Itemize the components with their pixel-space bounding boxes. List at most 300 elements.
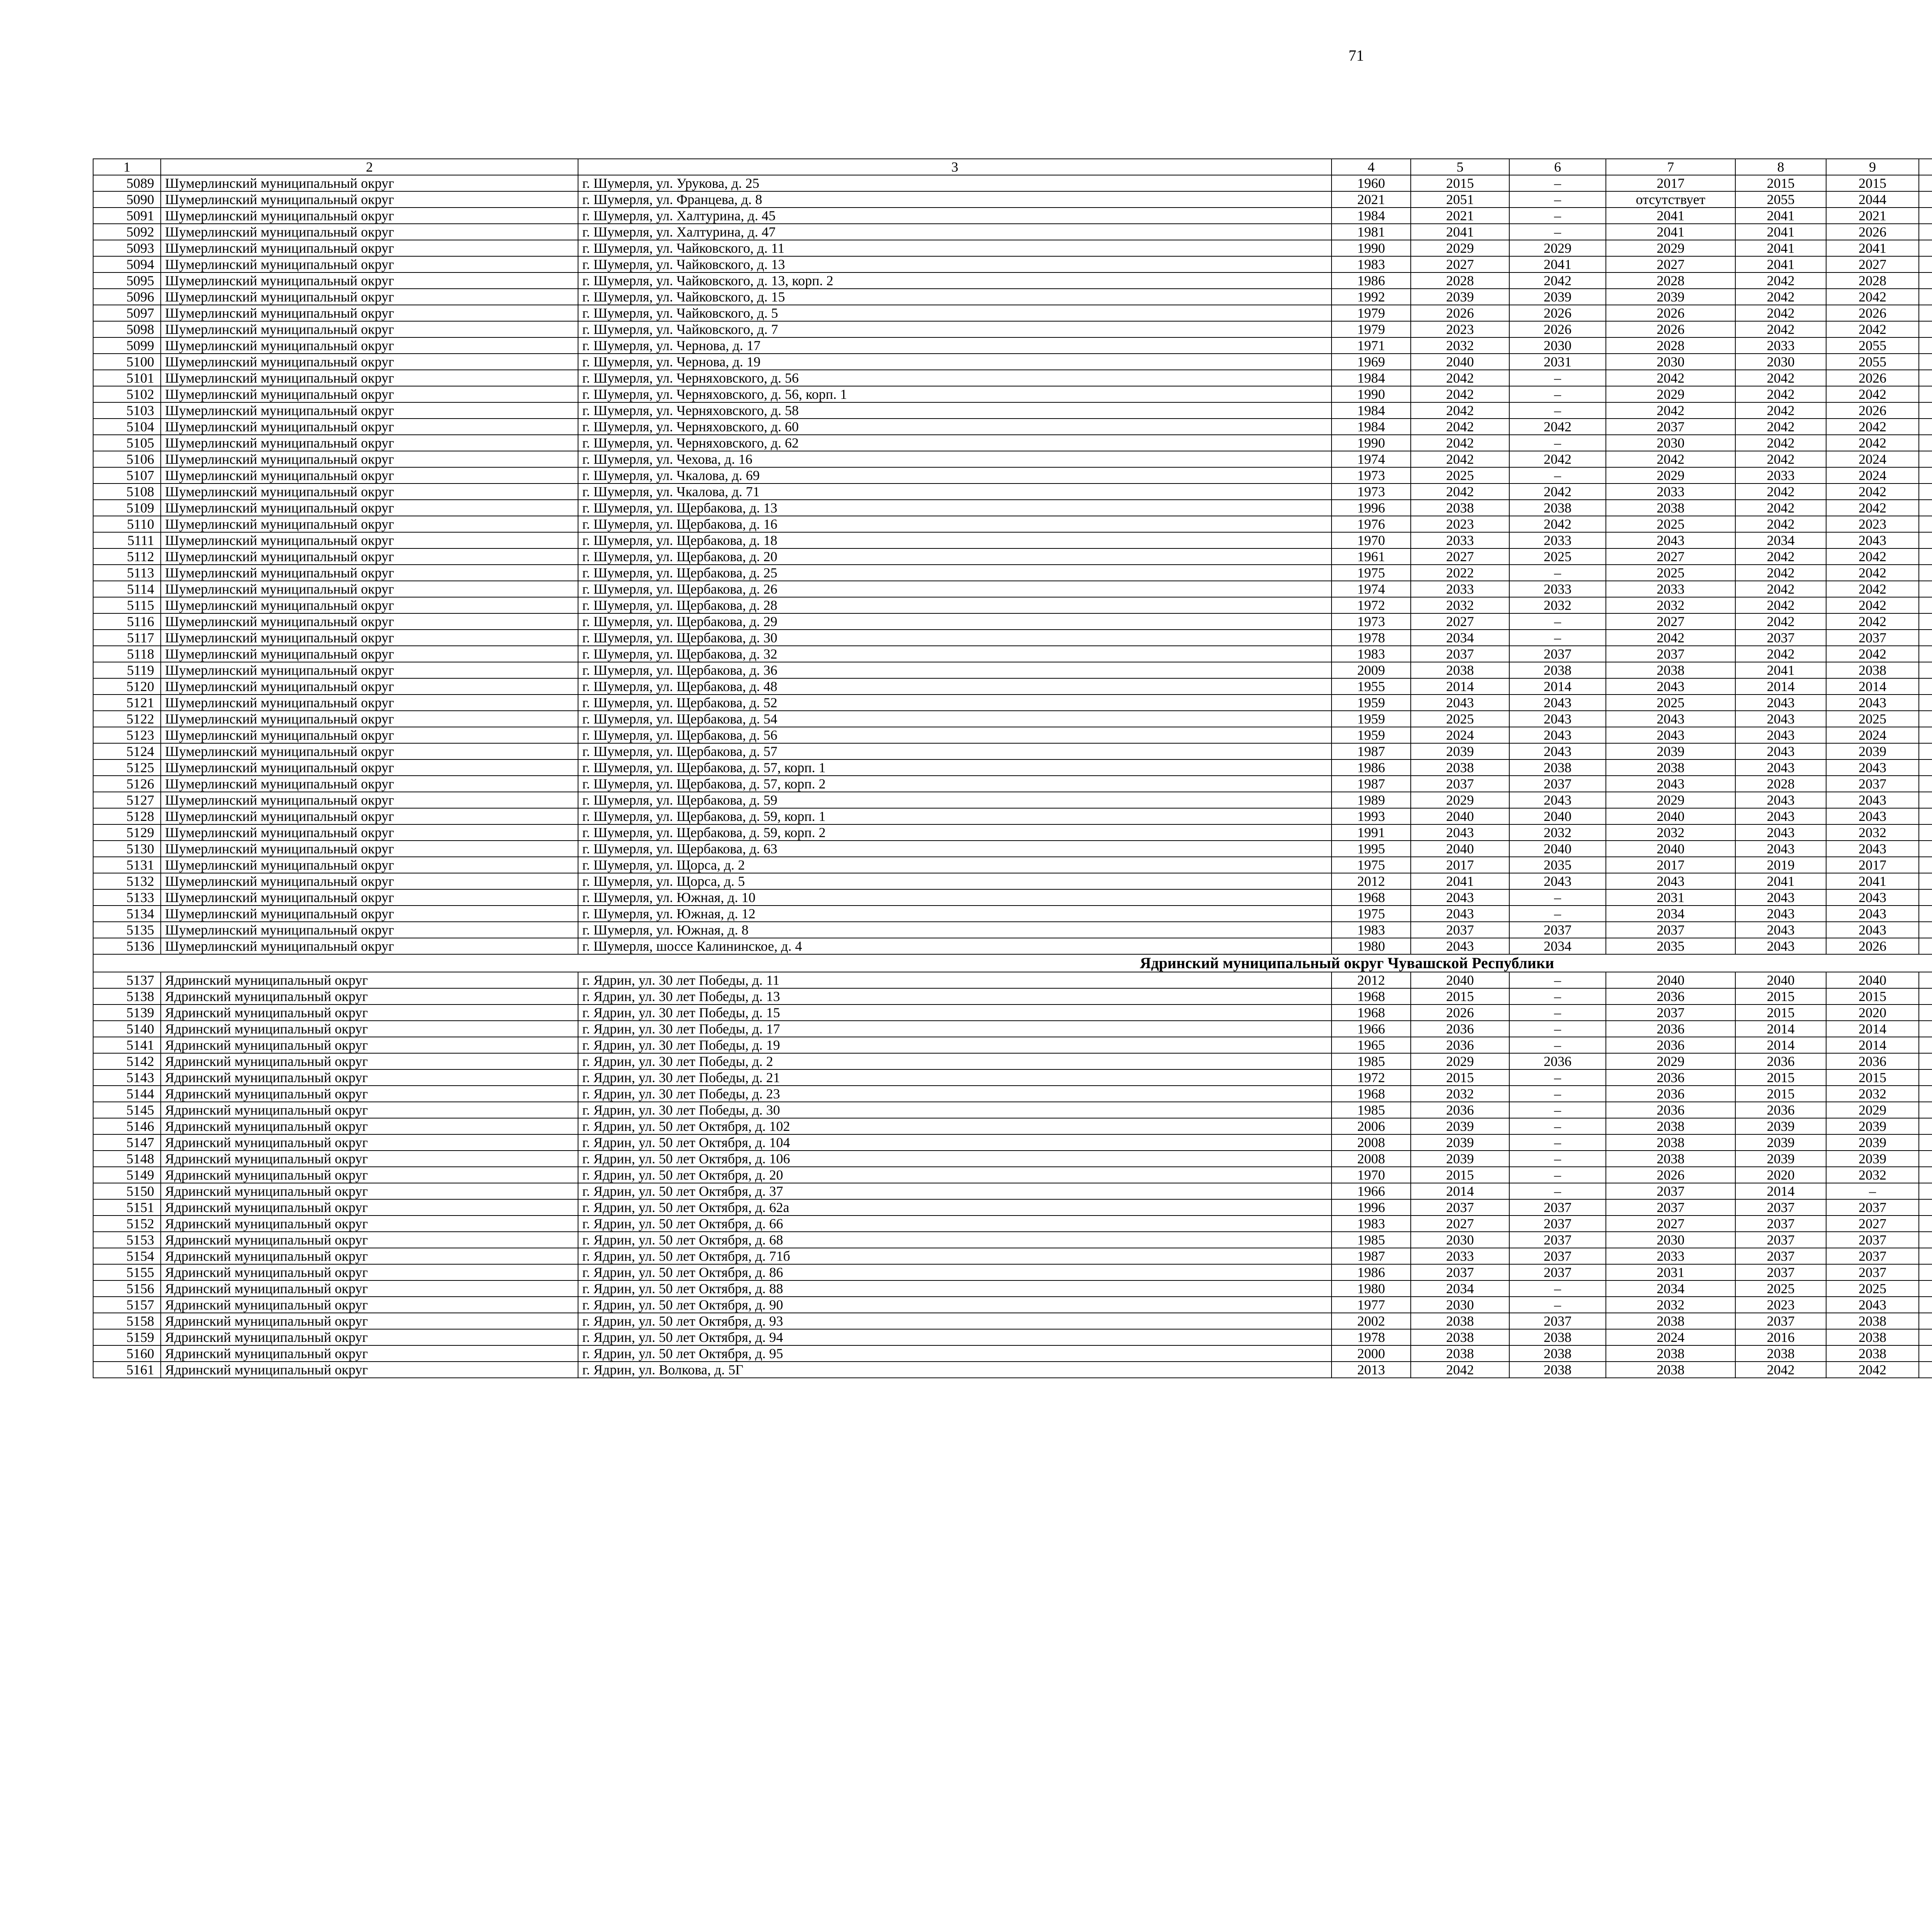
table-cell-col-8: 2037 bbox=[1735, 630, 1826, 646]
table-cell-col-8: 2041 bbox=[1735, 256, 1826, 272]
table-cell-col-4: 1972 bbox=[1332, 1069, 1411, 1086]
table-cell-col-10 bbox=[1919, 500, 1932, 516]
table-cell-col-7: 2033 bbox=[1606, 1248, 1735, 1264]
table-cell-col-6: 2040 bbox=[1509, 841, 1606, 857]
table-cell-col-6: – bbox=[1509, 630, 1606, 646]
table-cell-col-4: 1990 bbox=[1332, 435, 1411, 451]
table-row bbox=[93, 1232, 1932, 1248]
table-cell-col-3: г. Шумерля, ул. Черняховского, д. 58 bbox=[578, 402, 1332, 419]
table-cell-col-1: 5115 bbox=[93, 597, 161, 613]
table-cell-col-1: 5091 bbox=[93, 208, 161, 224]
table-cell-col-5: 2017 bbox=[1411, 857, 1509, 873]
table-cell-col-4: 2000 bbox=[1332, 1345, 1411, 1362]
table-cell-col-9: 2044 bbox=[1826, 191, 1919, 208]
table-cell-col-4: 1959 bbox=[1332, 727, 1411, 743]
table-cell-col-8: 2033 bbox=[1735, 337, 1826, 354]
table-cell-col-1: 5118 bbox=[93, 646, 161, 662]
table-cell-col-2: Шумерлинский муниципальный округ bbox=[161, 808, 578, 824]
table-cell-col-4: 1973 bbox=[1332, 613, 1411, 630]
table-cell-col-9: 2025 bbox=[1826, 1280, 1919, 1297]
table-cell-col-9: 2040 bbox=[1826, 972, 1919, 988]
table-cell-col-6: 2038 bbox=[1509, 1345, 1606, 1362]
table-cell-col-2: Шумерлинский муниципальный округ bbox=[161, 548, 578, 565]
table-cell-col-5: 2032 bbox=[1411, 597, 1509, 613]
table-cell-col-9: 2020 bbox=[1826, 1004, 1919, 1021]
table-cell-col-3: г. Ядрин, ул. 50 лет Октября, д. 102 bbox=[578, 1118, 1332, 1134]
table-cell-col-6: – bbox=[1509, 1183, 1606, 1199]
table-cell-col-4: 1996 bbox=[1332, 1199, 1411, 1216]
table-cell-col-9: 2042 bbox=[1826, 500, 1919, 516]
table-cell-col-2: Шумерлинский муниципальный округ bbox=[161, 402, 578, 419]
table-cell-col-5: 2042 bbox=[1411, 419, 1509, 435]
table-cell-col-5: 2042 bbox=[1411, 1362, 1509, 1378]
table-cell-col-8: 2039 bbox=[1735, 1118, 1826, 1134]
table-cell-col-3: г. Шумерля, ул. Щербакова, д. 48 bbox=[578, 678, 1332, 695]
table-row bbox=[93, 695, 1932, 711]
table-cell-col-4: 1984 bbox=[1332, 402, 1411, 419]
table-cell-col-9: – bbox=[1826, 1183, 1919, 1199]
section-title: Ядринский муниципальный округ Чувашской Республики bbox=[93, 954, 1932, 972]
table-row bbox=[93, 1199, 1932, 1216]
table-cell-col-3: г. Шумерля, ул. Щербакова, д. 18 bbox=[578, 532, 1332, 548]
table-cell-col-4: 1980 bbox=[1332, 938, 1411, 954]
table-row bbox=[93, 1086, 1932, 1102]
table-cell-col-1: 5102 bbox=[93, 386, 161, 402]
table-cell-col-6: – bbox=[1509, 386, 1606, 402]
table-cell-col-3: г. Шумерля, ул. Чкалова, д. 69 bbox=[578, 467, 1332, 484]
table-row bbox=[93, 824, 1932, 841]
table-cell-col-9: 2039 bbox=[1826, 1151, 1919, 1167]
table-cell-col-9: 2041 bbox=[1826, 240, 1919, 256]
table-cell-col-9: 2039 bbox=[1826, 1134, 1919, 1151]
table-cell-col-7: 2037 bbox=[1606, 419, 1735, 435]
table-cell-col-1: 5107 bbox=[93, 467, 161, 484]
table-cell-col-10 bbox=[1919, 516, 1932, 532]
table-cell-col-10 bbox=[1919, 1199, 1932, 1216]
table-cell-col-8: 2025 bbox=[1735, 1280, 1826, 1297]
table-cell-col-8: 2014 bbox=[1735, 1183, 1826, 1199]
table-cell-col-8: 2037 bbox=[1735, 1248, 1826, 1264]
table-cell-col-1: 5111 bbox=[93, 532, 161, 548]
table-cell-col-2: Ядринский муниципальный округ bbox=[161, 1280, 578, 1297]
table-cell-col-1: 5158 bbox=[93, 1313, 161, 1329]
table-cell-col-9: 2037 bbox=[1826, 1264, 1919, 1280]
table-cell-col-10 bbox=[1919, 224, 1932, 240]
table-cell-col-4: 1985 bbox=[1332, 1232, 1411, 1248]
table-cell-col-4: 1983 bbox=[1332, 646, 1411, 662]
table-cell-col-7: 2029 bbox=[1606, 467, 1735, 484]
table-cell-col-1: 5126 bbox=[93, 776, 161, 792]
table-cell-col-7: 2028 bbox=[1606, 337, 1735, 354]
table-cell-col-9: 2039 bbox=[1826, 743, 1919, 759]
table-row bbox=[93, 337, 1932, 354]
table-cell-col-3: г. Шумерля, ул. Щербакова, д. 57, корп. 2 bbox=[578, 776, 1332, 792]
table-cell-col-1: 5130 bbox=[93, 841, 161, 857]
table-cell-col-2: Шумерлинский муниципальный округ bbox=[161, 305, 578, 321]
table-cell-col-9: 2024 bbox=[1826, 451, 1919, 467]
table-cell-col-1: 5096 bbox=[93, 289, 161, 305]
table-row bbox=[93, 857, 1932, 873]
table-cell-col-8: 2030 bbox=[1735, 354, 1826, 370]
table-cell-col-10 bbox=[1919, 1362, 1932, 1378]
table-row bbox=[93, 208, 1932, 224]
table-cell-col-5: 2042 bbox=[1411, 370, 1509, 386]
table-cell-col-8: 2043 bbox=[1735, 922, 1826, 938]
table-cell-col-4: 2006 bbox=[1332, 1118, 1411, 1134]
table-cell-col-6: 2038 bbox=[1509, 500, 1606, 516]
table-body bbox=[93, 159, 1932, 1378]
table-cell-col-4: 1974 bbox=[1332, 451, 1411, 467]
table-cell-col-2: Шумерлинский муниципальный округ bbox=[161, 500, 578, 516]
table-cell-col-9: 2042 bbox=[1826, 646, 1919, 662]
table-cell-col-9: 2029 bbox=[1826, 1102, 1919, 1118]
table-cell-col-1: 5101 bbox=[93, 370, 161, 386]
table-cell-col-8: 2042 bbox=[1735, 597, 1826, 613]
table-cell-col-9: 2042 bbox=[1826, 565, 1919, 581]
table-cell-col-5: 2014 bbox=[1411, 1183, 1509, 1199]
table-cell-col-9: 2032 bbox=[1826, 1167, 1919, 1183]
table-cell-col-10 bbox=[1919, 938, 1932, 954]
table-cell-col-8: 2042 bbox=[1735, 321, 1826, 337]
table-cell-col-9: 2042 bbox=[1826, 1362, 1919, 1378]
table-cell-col-3: г. Ядрин, ул. 30 лет Победы, д. 21 bbox=[578, 1069, 1332, 1086]
table-cell-col-3: г. Ядрин, ул. 50 лет Октября, д. 68 bbox=[578, 1232, 1332, 1248]
table-cell-col-1: 5157 bbox=[93, 1297, 161, 1313]
table-cell-col-8: 2037 bbox=[1735, 1264, 1826, 1280]
table-cell-col-6: – bbox=[1509, 1167, 1606, 1183]
table-cell-col-6: 2032 bbox=[1509, 597, 1606, 613]
table-row bbox=[93, 1297, 1932, 1313]
table-cell-col-8: 2037 bbox=[1735, 1199, 1826, 1216]
table-cell-col-7: 2025 bbox=[1606, 516, 1735, 532]
table-row bbox=[93, 272, 1932, 289]
table-cell-col-3: г. Ядрин, ул. Волкова, д. 5Г bbox=[578, 1362, 1332, 1378]
table-row bbox=[93, 565, 1932, 581]
table-row bbox=[93, 321, 1932, 337]
table-cell-col-1: 5161 bbox=[93, 1362, 161, 1378]
table-cell-col-9: 2039 bbox=[1826, 1118, 1919, 1134]
table-cell-col-2: Ядринский муниципальный округ bbox=[161, 1199, 578, 1216]
table-cell-col-3: г. Ядрин, ул. 30 лет Победы, д. 19 bbox=[578, 1037, 1332, 1053]
table-cell-col-7: 2043 bbox=[1606, 776, 1735, 792]
table-cell-col-6: – bbox=[1509, 175, 1606, 191]
table-cell-col-10 bbox=[1919, 1232, 1932, 1248]
table-row bbox=[93, 808, 1932, 824]
table-cell-col-4: 1989 bbox=[1332, 792, 1411, 808]
table-cell-col-3: г. Ядрин, ул. 50 лет Октября, д. 66 bbox=[578, 1216, 1332, 1232]
table-cell-col-7: 2035 bbox=[1606, 938, 1735, 954]
table-cell-col-7: 2042 bbox=[1606, 402, 1735, 419]
table-cell-col-2: Ядринский муниципальный округ bbox=[161, 972, 578, 988]
table-cell-col-10 bbox=[1919, 337, 1932, 354]
table-cell-col-10 bbox=[1919, 419, 1932, 435]
table-cell-col-10 bbox=[1919, 1248, 1932, 1264]
table-cell-col-5: 2040 bbox=[1411, 354, 1509, 370]
table-cell-col-8: 2014 bbox=[1735, 1021, 1826, 1037]
table-cell-col-2: Шумерлинский муниципальный округ bbox=[161, 435, 578, 451]
table-row bbox=[93, 1248, 1932, 1264]
table-cell-col-10 bbox=[1919, 1118, 1932, 1134]
table-cell-col-7: 2034 bbox=[1606, 1280, 1735, 1297]
table-cell-col-5: 2021 bbox=[1411, 208, 1509, 224]
table-cell-col-5: 2038 bbox=[1411, 759, 1509, 776]
table-cell-col-2: Ядринский муниципальный округ bbox=[161, 1004, 578, 1021]
table-cell-col-8: 2042 bbox=[1735, 305, 1826, 321]
table-cell-col-6: 2037 bbox=[1509, 1216, 1606, 1232]
table-cell-col-5: 2042 bbox=[1411, 451, 1509, 467]
table-cell-col-7: отсутствует bbox=[1606, 191, 1735, 208]
table-cell-col-10 bbox=[1919, 467, 1932, 484]
table-cell-col-8: 2043 bbox=[1735, 743, 1826, 759]
table-cell-col-3: г. Шумерля, ул. Чехова, д. 16 bbox=[578, 451, 1332, 467]
table-cell-col-3: г. Шумерля, ул. Щербакова, д. 26 bbox=[578, 581, 1332, 597]
table-cell-col-4: 2021 bbox=[1332, 191, 1411, 208]
table-cell-col-7: 2026 bbox=[1606, 305, 1735, 321]
table-cell-col-2: Ядринский муниципальный округ bbox=[161, 988, 578, 1004]
table-cell-col-10 bbox=[1919, 1345, 1932, 1362]
table-cell-col-5: 2015 bbox=[1411, 1069, 1509, 1086]
table-cell-col-10 bbox=[1919, 630, 1932, 646]
table-cell-col-5: 2042 bbox=[1411, 402, 1509, 419]
table-row bbox=[93, 1345, 1932, 1362]
table-cell-col-3: г. Ядрин, ул. 30 лет Победы, д. 2 bbox=[578, 1053, 1332, 1069]
table-cell-col-2: Шумерлинский муниципальный округ bbox=[161, 337, 578, 354]
table-cell-col-10 bbox=[1919, 548, 1932, 565]
table-cell-col-7: 2027 bbox=[1606, 548, 1735, 565]
table-cell-col-1: 5134 bbox=[93, 906, 161, 922]
table-cell-col-6: – bbox=[1509, 613, 1606, 630]
table-cell-col-1: 5105 bbox=[93, 435, 161, 451]
table-cell-col-10 bbox=[1919, 1313, 1932, 1329]
repair-schedule-table-wrapper bbox=[93, 158, 1932, 1378]
table-cell-col-8: 2043 bbox=[1735, 889, 1826, 906]
table-cell-col-10 bbox=[1919, 646, 1932, 662]
table-cell-col-1: 5146 bbox=[93, 1118, 161, 1134]
table-row bbox=[93, 678, 1932, 695]
table-row bbox=[93, 256, 1932, 272]
table-cell-col-10 bbox=[1919, 532, 1932, 548]
repair-schedule-table bbox=[93, 158, 1932, 1378]
table-cell-col-2: Шумерлинский муниципальный округ bbox=[161, 630, 578, 646]
table-cell-col-6: 2029 bbox=[1509, 240, 1606, 256]
table-cell-col-5: 2037 bbox=[1411, 1199, 1509, 1216]
table-cell-col-8: 2037 bbox=[1735, 1216, 1826, 1232]
table-cell-col-2: Шумерлинский муниципальный округ bbox=[161, 224, 578, 240]
table-cell-col-4: 1983 bbox=[1332, 1216, 1411, 1232]
table-cell-col-7: 2036 bbox=[1606, 1086, 1735, 1102]
table-cell-col-10 bbox=[1919, 435, 1932, 451]
table-cell-col-1: 5156 bbox=[93, 1280, 161, 1297]
table-cell-col-5: 2051 bbox=[1411, 191, 1509, 208]
table-cell-col-7: 2029 bbox=[1606, 792, 1735, 808]
table-cell-col-5: 2022 bbox=[1411, 565, 1509, 581]
table-cell-col-8: 2055 bbox=[1735, 191, 1826, 208]
table-row bbox=[93, 613, 1932, 630]
table-cell-col-7: 2043 bbox=[1606, 727, 1735, 743]
table-cell-col-9: 2042 bbox=[1826, 581, 1919, 597]
table-cell-col-9: 2043 bbox=[1826, 906, 1919, 922]
table-cell-col-9: 2038 bbox=[1826, 1329, 1919, 1345]
table-cell-col-7: 2037 bbox=[1606, 1183, 1735, 1199]
table-cell-col-5: 2038 bbox=[1411, 1313, 1509, 1329]
table-cell-col-4: 1973 bbox=[1332, 467, 1411, 484]
table-cell-col-7: 2042 bbox=[1606, 451, 1735, 467]
table-row bbox=[93, 289, 1932, 305]
table-row bbox=[93, 1037, 1932, 1053]
table-cell-col-6: 2037 bbox=[1509, 776, 1606, 792]
table-cell-col-5: 2025 bbox=[1411, 711, 1509, 727]
table-cell-col-1: 5128 bbox=[93, 808, 161, 824]
table-cell-col-4: 1984 bbox=[1332, 208, 1411, 224]
table-cell-col-4: 1979 bbox=[1332, 305, 1411, 321]
table-cell-col-5: 2032 bbox=[1411, 337, 1509, 354]
table-cell-col-5: 2038 bbox=[1411, 500, 1509, 516]
table-row bbox=[93, 972, 1932, 988]
table-cell-col-1: 5106 bbox=[93, 451, 161, 467]
table-cell-col-5: 2037 bbox=[1411, 646, 1509, 662]
table-cell-col-4: 1959 bbox=[1332, 711, 1411, 727]
table-cell-col-10 bbox=[1919, 727, 1932, 743]
table-cell-col-10 bbox=[1919, 988, 1932, 1004]
table-cell-col-10 bbox=[1919, 354, 1932, 370]
table-cell-col-8: 2042 bbox=[1735, 565, 1826, 581]
table-cell-col-10 bbox=[1919, 484, 1932, 500]
table-cell-col-8: 2041 bbox=[1735, 873, 1826, 889]
table-cell-col-1: 5153 bbox=[93, 1232, 161, 1248]
table-cell-col-4: 1968 bbox=[1332, 1086, 1411, 1102]
table-cell-col-10 bbox=[1919, 824, 1932, 841]
table-cell-col-1: 5144 bbox=[93, 1086, 161, 1102]
table-cell-col-5: 2043 bbox=[1411, 938, 1509, 954]
table-row bbox=[93, 873, 1932, 889]
table-cell-col-7: 2040 bbox=[1606, 841, 1735, 857]
table-cell-col-1: 5147 bbox=[93, 1134, 161, 1151]
table-cell-col-5: 2036 bbox=[1411, 1102, 1509, 1118]
table-cell-col-2: Ядринский муниципальный округ bbox=[161, 1021, 578, 1037]
table-cell-col-4: 1965 bbox=[1332, 1037, 1411, 1053]
table-cell-col-1: 5149 bbox=[93, 1167, 161, 1183]
table-cell-col-9: 2024 bbox=[1826, 727, 1919, 743]
table-cell-col-10 bbox=[1919, 1151, 1932, 1167]
table-row bbox=[93, 1313, 1932, 1329]
table-cell-col-9: 2038 bbox=[1826, 662, 1919, 678]
table-cell-col-1: 5097 bbox=[93, 305, 161, 321]
table-cell-col-3: г. Шумерля, ул. Щербакова, д. 30 bbox=[578, 630, 1332, 646]
table-cell-col-9: 2036 bbox=[1826, 1053, 1919, 1069]
table-cell-col-4: 1959 bbox=[1332, 695, 1411, 711]
table-cell-col-9: 2017 bbox=[1826, 857, 1919, 873]
table-cell-col-7: 2032 bbox=[1606, 824, 1735, 841]
table-cell-col-9: 2042 bbox=[1826, 321, 1919, 337]
table-cell-col-10 bbox=[1919, 402, 1932, 419]
table-cell-col-6: 2037 bbox=[1509, 1232, 1606, 1248]
table-cell-col-2: Ядринский муниципальный округ bbox=[161, 1069, 578, 1086]
table-cell-col-4: 1980 bbox=[1332, 1280, 1411, 1297]
table-cell-col-3: г. Шумерля, ул. Чкалова, д. 71 bbox=[578, 484, 1332, 500]
table-cell-col-9: 2032 bbox=[1826, 1086, 1919, 1102]
table-cell-col-2: Шумерлинский муниципальный округ bbox=[161, 711, 578, 727]
table-cell-col-6: – bbox=[1509, 1021, 1606, 1037]
table-row bbox=[93, 630, 1932, 646]
table-cell-col-10 bbox=[1919, 451, 1932, 467]
table-row bbox=[93, 1134, 1932, 1151]
table-cell-col-2: Ядринский муниципальный округ bbox=[161, 1313, 578, 1329]
table-cell-col-8: 2016 bbox=[1735, 1329, 1826, 1345]
table-cell-col-7: 2029 bbox=[1606, 1053, 1735, 1069]
table-cell-col-3: г. Ядрин, ул. 30 лет Победы, д. 13 bbox=[578, 988, 1332, 1004]
table-cell-col-7: 2027 bbox=[1606, 1216, 1735, 1232]
table-cell-col-9: 2015 bbox=[1826, 175, 1919, 191]
table-cell-col-6: – bbox=[1509, 402, 1606, 419]
table-row bbox=[93, 1183, 1932, 1199]
table-cell-col-2: Шумерлинский муниципальный округ bbox=[161, 857, 578, 873]
table-cell-col-8: 2042 bbox=[1735, 516, 1826, 532]
table-cell-col-5: 2033 bbox=[1411, 532, 1509, 548]
table-cell-col-2: Ядринский муниципальный округ bbox=[161, 1118, 578, 1134]
table-cell-col-10 bbox=[1919, 240, 1932, 256]
table-cell-col-6: 2042 bbox=[1509, 451, 1606, 467]
table-cell-col-10 bbox=[1919, 857, 1932, 873]
table-row bbox=[93, 1362, 1932, 1378]
table-cell-col-3: г. Ядрин, ул. 50 лет Октября, д. 104 bbox=[578, 1134, 1332, 1151]
table-cell-col-10 bbox=[1919, 1167, 1932, 1183]
table-cell-col-8: 2037 bbox=[1735, 1313, 1826, 1329]
table-cell-col-3: г. Ядрин, ул. 30 лет Победы, д. 11 bbox=[578, 972, 1332, 988]
table-cell-col-4: 1971 bbox=[1332, 337, 1411, 354]
table-cell-col-1: 5103 bbox=[93, 402, 161, 419]
table-cell-col-6: – bbox=[1509, 1037, 1606, 1053]
table-cell-col-5: 2015 bbox=[1411, 175, 1509, 191]
table-row bbox=[93, 841, 1932, 857]
table-cell-col-10 bbox=[1919, 581, 1932, 597]
table-cell-col-1: 5151 bbox=[93, 1199, 161, 1216]
table-cell-col-4: 1978 bbox=[1332, 1329, 1411, 1345]
table-cell-col-10 bbox=[1919, 1037, 1932, 1053]
table-cell-col-2: Шумерлинский муниципальный округ bbox=[161, 743, 578, 759]
table-cell-col-4: 1970 bbox=[1332, 1167, 1411, 1183]
table-cell-col-7: 2030 bbox=[1606, 1232, 1735, 1248]
table-cell-col-1: 5135 bbox=[93, 922, 161, 938]
table-cell-col-1: 5152 bbox=[93, 1216, 161, 1232]
table-cell-col-3: г. Ядрин, ул. 50 лет Октября, д. 106 bbox=[578, 1151, 1332, 1167]
table-cell-col-9: 2024 bbox=[1826, 467, 1919, 484]
table-cell-col-4: 1975 bbox=[1332, 906, 1411, 922]
table-cell-col-1: 5160 bbox=[93, 1345, 161, 1362]
table-cell-col-5: 2039 bbox=[1411, 743, 1509, 759]
table-cell-col-7: 2037 bbox=[1606, 922, 1735, 938]
table-cell-col-7: 2043 bbox=[1606, 873, 1735, 889]
table-cell-col-5: 2026 bbox=[1411, 1004, 1509, 1021]
table-cell-col-8: 2042 bbox=[1735, 370, 1826, 386]
table-cell-col-7: 2031 bbox=[1606, 889, 1735, 906]
table-cell-col-6: 2036 bbox=[1509, 1053, 1606, 1069]
table-cell-col-4: 1968 bbox=[1332, 1004, 1411, 1021]
table-cell-col-1: 5098 bbox=[93, 321, 161, 337]
table-cell-col-7: 2034 bbox=[1606, 906, 1735, 922]
table-cell-col-4: 1983 bbox=[1332, 256, 1411, 272]
table-cell-col-4: 2012 bbox=[1332, 972, 1411, 988]
table-cell-col-8: 2042 bbox=[1735, 484, 1826, 500]
table-cell-col-4: 1961 bbox=[1332, 548, 1411, 565]
table-row bbox=[93, 1280, 1932, 1297]
table-cell-col-6: 2043 bbox=[1509, 727, 1606, 743]
table-cell-col-5: 2029 bbox=[1411, 1053, 1509, 1069]
table-cell-col-5: 2034 bbox=[1411, 1280, 1509, 1297]
table-cell-col-4: 1981 bbox=[1332, 224, 1411, 240]
table-cell-col-3: г. Шумерля, ул. Черняховского, д. 56, корп. 1 bbox=[578, 386, 1332, 402]
table-cell-col-6: 2038 bbox=[1509, 1362, 1606, 1378]
table-cell-col-6: – bbox=[1509, 1086, 1606, 1102]
